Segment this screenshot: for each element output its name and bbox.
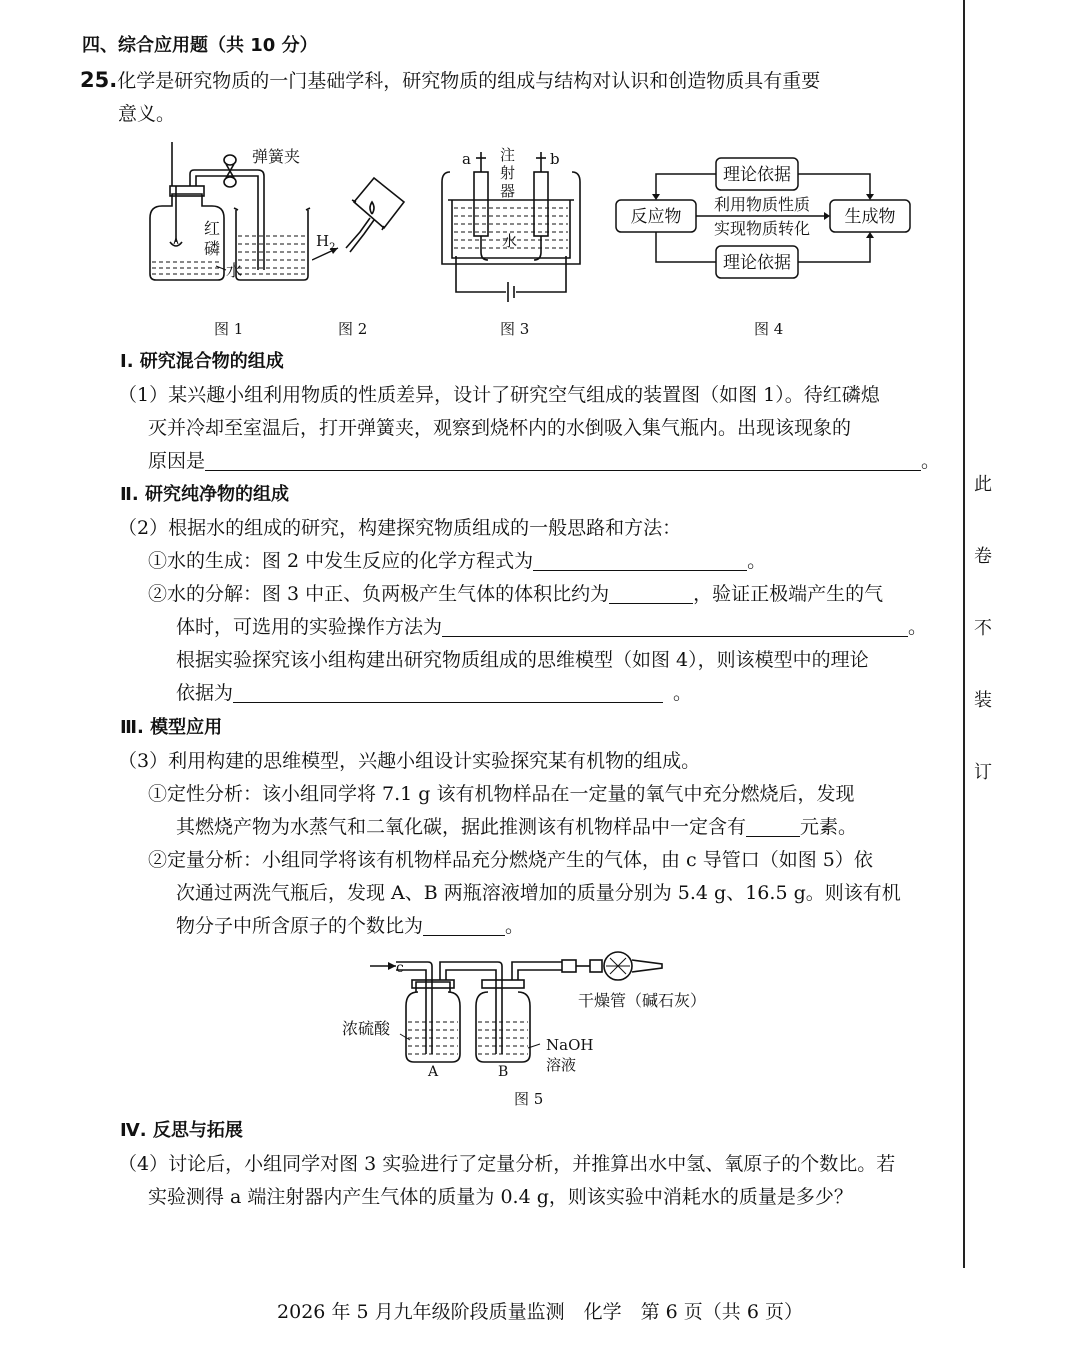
question-number: 25. [80, 68, 118, 92]
part3-title: Ⅲ. 模型应用 [120, 717, 223, 738]
part3-line3 [176, 813, 857, 841]
label-syringe-1: 注 [500, 146, 516, 164]
part3-line1: （3）利用构建的思维模型，兴趣小组设计实验探究某有机物的组成。 [118, 750, 701, 772]
label-syringe-2: 射 [500, 164, 516, 182]
answer-blank-3[interactable] [609, 583, 693, 604]
part3-line6 [176, 912, 524, 940]
part3-line6-text: 物分子中所含原子的个数比为 [176, 915, 424, 937]
part2-line6 [176, 679, 692, 707]
part1-line1: （1）某兴趣小组利用物质的性质差异，设计了研究空气组成的装置图（如图 1）。待红磷熄 [118, 384, 880, 406]
part3-line5: 次通过两洗气瓶后，发现 A、B 两瓶溶液增加的质量分别为 5.4 g、16.5 g。则该有机 [176, 882, 901, 904]
label-syringe-3: 器 [500, 182, 516, 200]
figure-2-diagram [312, 172, 412, 272]
binding-line [963, 0, 965, 1268]
label-h2: $H_2$ [316, 232, 336, 253]
part2-line2-text: ①水的生成：图 2 中发生反应的化学方程式为 [148, 550, 534, 572]
punct: 。 [908, 616, 928, 638]
part1-line3 [148, 447, 940, 475]
label-a: a [462, 150, 471, 168]
figure-3-caption: 图 3 [500, 320, 530, 338]
answer-blank-7[interactable] [423, 915, 505, 936]
fig4-box-right: 生成物 [844, 207, 896, 227]
label-red: 红 [204, 219, 221, 238]
part2-line6-text: 依据为 [176, 682, 234, 704]
figure-3-diagram [436, 142, 586, 302]
part3-line3-text-b: 元素。 [800, 816, 858, 838]
part2-title: Ⅱ. 研究纯净物的组成 [120, 484, 289, 505]
binding-char-5: 订 [974, 762, 992, 783]
punct: 。 [921, 450, 941, 472]
part3-line4: ②定量分析：小组同学将该有机物样品充分燃烧产生的气体，由 c 导管口（如图 5）依 [148, 849, 873, 871]
figure-4-diagram [612, 150, 918, 286]
figure-1-diagram [140, 142, 315, 300]
part2-line4-text: 体时，可选用的实验操作方法为 [176, 616, 443, 638]
figure-4-caption: 图 4 [754, 320, 784, 338]
label-bottle-b: B [498, 1064, 509, 1080]
part2-line2 [148, 547, 766, 575]
punct: 。 [747, 550, 767, 572]
part1-line2: 灭并冷却至室温后，打开弹簧夹，观察到烧杯内的水倒吸入集气瓶内。出现该现象的 [148, 417, 852, 439]
label-water-fig3: 水 [502, 232, 518, 250]
answer-blank-1[interactable] [205, 450, 921, 471]
answer-blank-5[interactable] [233, 682, 663, 703]
answer-blank-2[interactable] [533, 550, 747, 571]
fig4-box-top: 理论依据 [723, 165, 791, 185]
part2-line3-text-a: ②水的分解：图 3 中正、负两极产生气体的体积比约为 [148, 583, 610, 605]
binding-char-2: 卷 [974, 546, 992, 567]
label-phosphorus: 磷 [204, 239, 221, 258]
part2-line4 [176, 613, 927, 641]
figure-5-caption: 图 5 [514, 1090, 544, 1108]
fig4-box-left: 反应物 [630, 207, 682, 227]
label-bottle-a: A [428, 1064, 439, 1080]
part1-line3-text: 原因是 [148, 450, 206, 472]
fig4-box-bottom: 理论依据 [723, 253, 791, 273]
fig4-mid-1: 利用物质性质 [713, 195, 811, 214]
question-25-line1 [80, 66, 820, 95]
label-naoh: NaOH [546, 1036, 594, 1054]
label-b: b [550, 150, 560, 168]
fig4-mid-2: 实现物质转化 [713, 219, 811, 238]
page-footer: 2026 年 5 月九年级阶段质量监测 化学 第 6 页（共 6 页） [277, 1301, 803, 1323]
part4-line2: 实验测得 a 端注射器内产生气体的质量为 0.4 g，则该实验中消耗水的质量是多少？ [148, 1186, 853, 1208]
figure-1-caption: 图 1 [214, 320, 244, 338]
question-intro: 化学是研究物质的一门基础学科，研究物质的组成与结构对认识和创造物质具有重要 [117, 70, 821, 92]
punct: 。 [505, 915, 525, 937]
label-water-fig1: 水 [226, 261, 243, 280]
part4-line1: （4）讨论后，小组同学对图 3 实验进行了定量分析，并推算出水中氢、氧原子的个数比。若 [118, 1153, 896, 1175]
binding-char-4: 装 [974, 690, 992, 711]
punct: 。 [673, 682, 693, 704]
part2-line3-text-b: ，验证正极端产生的气 [693, 583, 884, 605]
part2-line5: 根据实验探究该小组构建出研究物质组成的思维模型（如图 4），则该模型中的理论 [176, 649, 869, 671]
binding-char-1: 此 [974, 474, 992, 495]
part3-line3-text-a: 其燃烧产物为水蒸气和二氧化碳，据此推测该有机物样品中一定含有 [176, 816, 747, 838]
part1-title: Ⅰ. 研究混合物的组成 [120, 351, 284, 372]
figure-5-diagram [340, 950, 730, 1082]
question-25-line2: 意义。 [118, 103, 176, 125]
part3-line2: ①定性分析：该小组同学将 7.1 g 该有机物样品在一定量的氧气中充分燃烧后，发现 [148, 783, 855, 805]
label-drying-tube: 干燥管（碱石灰） [578, 991, 707, 1010]
part2-line1: （2）根据水的组成的研究，构建探究物质组成的一般思路和方法： [118, 517, 682, 539]
figure-2-caption: 图 2 [338, 320, 368, 338]
answer-blank-4[interactable] [442, 616, 908, 637]
label-spring-clamp: 弹簧夹 [252, 147, 301, 166]
label-conc-sulfuric-acid: 浓硫酸 [342, 1019, 391, 1038]
part2-line3 [148, 580, 883, 608]
section-title: 四、综合应用题（共 10 分） [82, 35, 318, 56]
answer-blank-6[interactable] [746, 816, 800, 837]
label-solution: 溶液 [546, 1056, 577, 1074]
binding-char-3: 不 [974, 618, 992, 639]
label-c: c [396, 960, 404, 976]
part4-title: Ⅳ. 反思与拓展 [120, 1120, 243, 1141]
